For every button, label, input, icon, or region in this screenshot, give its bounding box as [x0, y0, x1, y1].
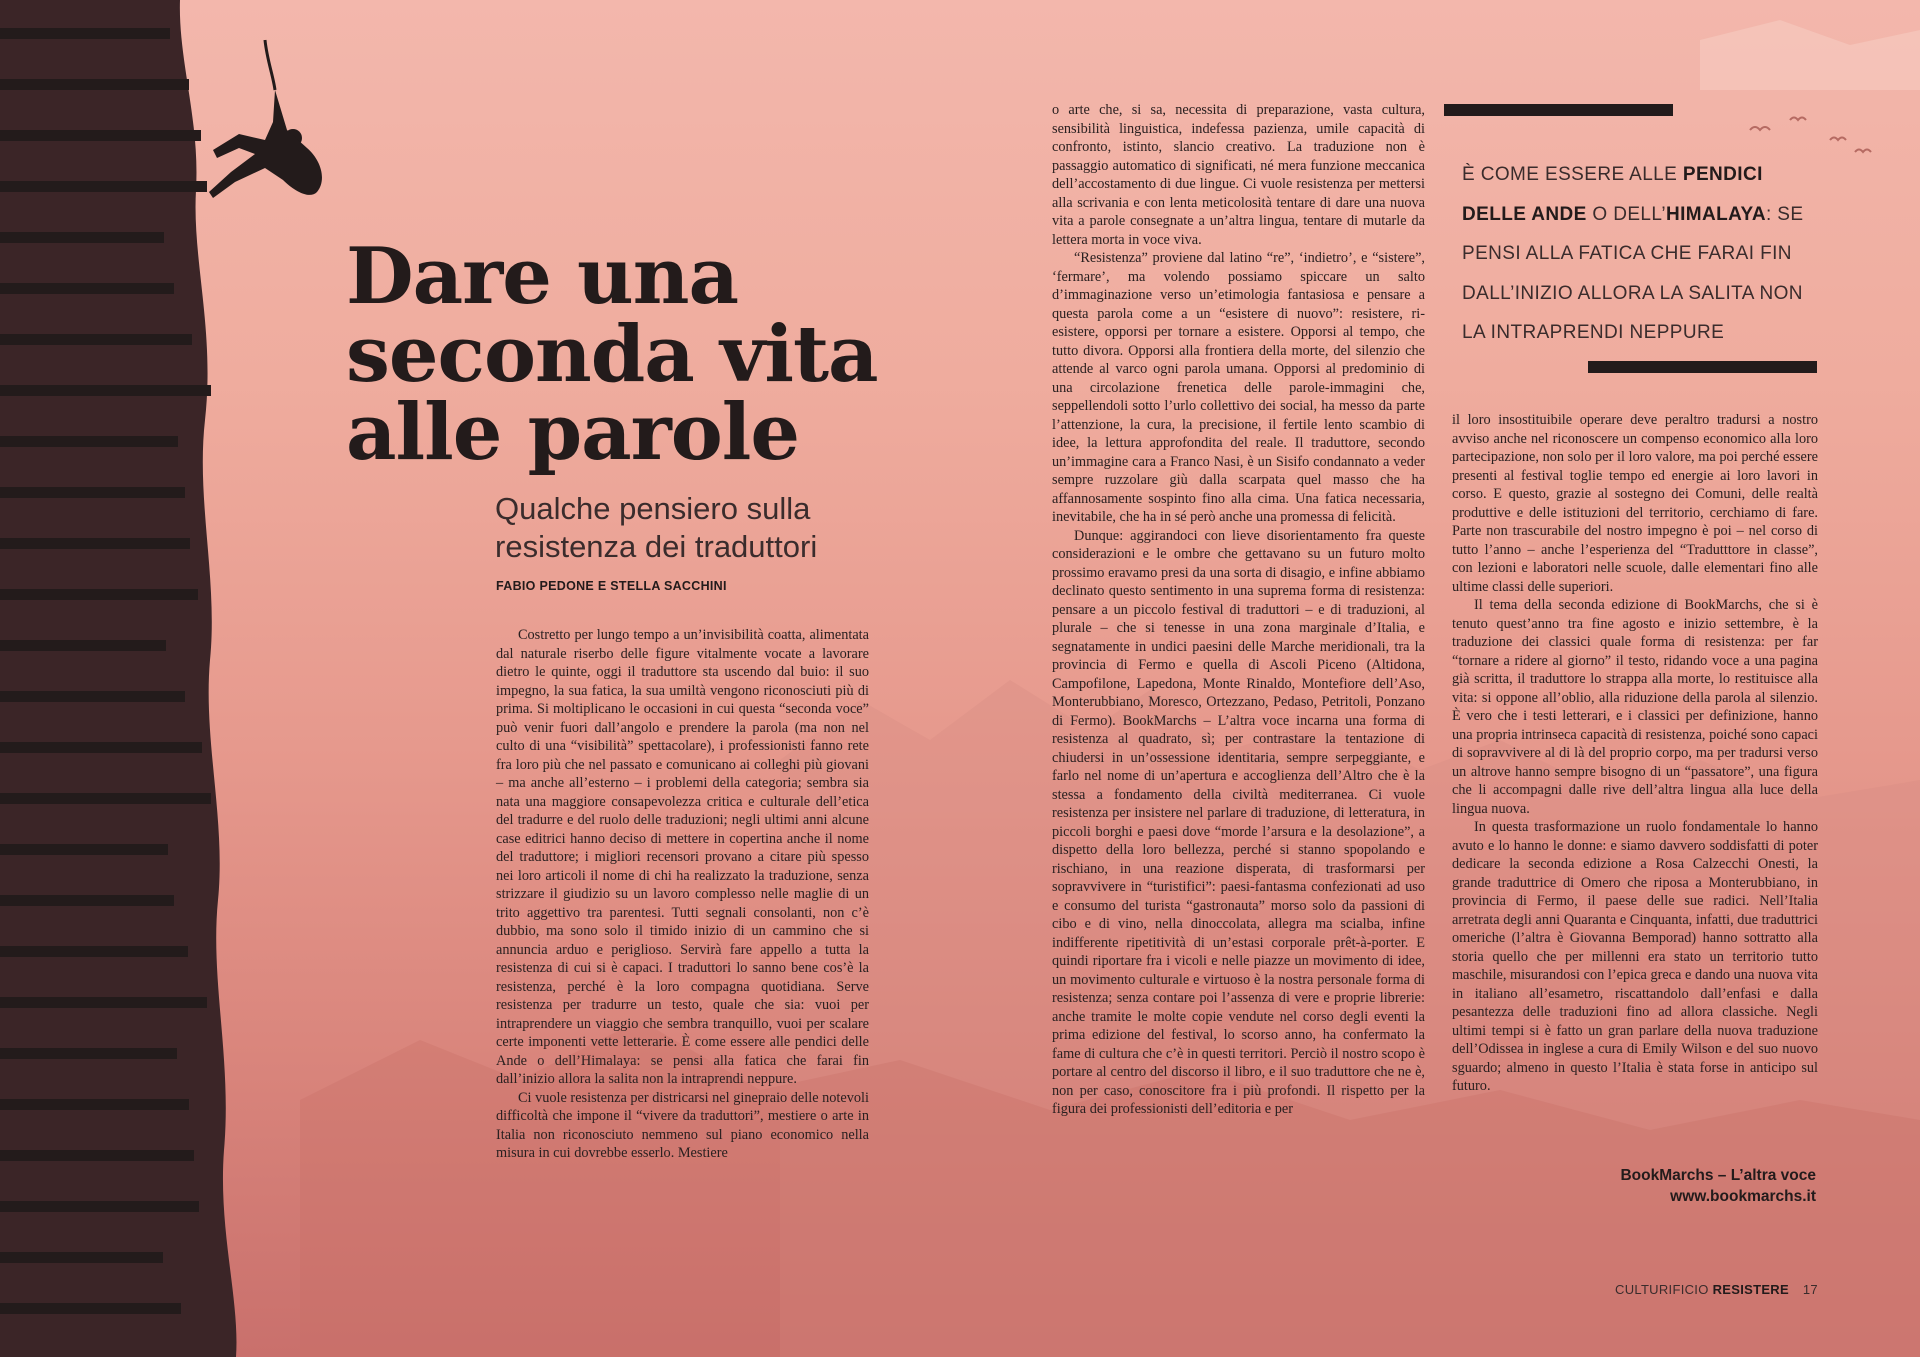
shelf-slab: [0, 385, 211, 396]
shelf-slab: [0, 1099, 189, 1110]
shelf-slab: [0, 997, 207, 1008]
title-line: Dare una: [346, 231, 739, 322]
shelf-slab: [0, 487, 185, 498]
shelf-slab: [0, 844, 168, 855]
shelf-slab: [0, 181, 207, 192]
body-paragraph: In questa trasformazione un ruolo fondamentale lo hanno avuto e lo hanno le donne: e siamo davvero soddisfatti di poter dedicare la seconda edizione a Rosa Calzecchi Onesti, la grande traduttrice di Omero che riposa a Monterubbiano, in provincia di Fermo, il paese delle sue radici. Nell’Italia arretrata degli anni Quaranta e Cinquanta, infatti, due traduttrici omeriche (l’altra è Giovanna Bemporad) hanno sottratto alla storia quello che per millenni era stato un territorio tutto maschile, misurandosi con l’epica greca e dando una nuova vita in italiano all’esametro, riscattandolo dall’enfasi e dalla pesantezza delle traduzioni fino ad allora classiche. Negli ultimi tempi si è fatto un gran parlare della nuova traduzione dell’Odissea in inglese a cura di Emily Wilson e del suo nuovo sguardo; almeno in questo l’Italia è stata forse in anticipo sul futuro.: [1452, 819, 1818, 1094]
shelf-slab: [0, 334, 192, 345]
title-line: seconda vita: [346, 309, 878, 400]
birds-icon: [1740, 110, 1880, 170]
shelf-slab: [0, 1150, 194, 1161]
body-column-1: [496, 626, 869, 1163]
shelf-slab: [0, 589, 198, 600]
body-paragraph: Il tema della seconda edizione di BookMarchs, che si è tenuto quest’anno tra fine agosto e inizio settembre, è la traduzione dei classici quale forma di resistenza: per far “tornare a ridere al giorno” il testo, ridando voce a una pagina già scritta, il traduttore lo strappa alla morte, lo restituisce alla vita: si oppone all’oblio, alla riduzione della parola al silenzio. È vero che i testi letterari, e i classici per definizione, hanno una propria intrinseca capacità di resistenza, poiché sono capaci di sopravvivere al di là del proprio corpo, ma per tradursi verso un altrove hanno sempre bisogno di un “passatore”, una figura che li accompagni dalle rive dell’altra lingua alla luce della lingua nuova.: [1452, 597, 1818, 817]
body-paragraph: Costretto per lungo tempo a un’invisibilità coatta, alimentata dal naturale riserbo delle figure vitalmente vocate a lavorare dietro le quinte, oggi il traduttore sta uscendo dal buio: il suo impegno, la sua fatica, la sua umiltà vengono riconosciuti più di prima. Si moltiplicano le occasioni in cui questa “seconda voce” può venir fuori dall’angolo e prendere la parola (ma non nel culto di una “visibilità” spettacolare), i professionisti fanno rete fra loro più che nel passato e comunicano ai colleghi più giovani – ma anche all’esterno – i problemi della categoria; sembra sia nata una maggiore consapevolezza critica e culturale dell’etica del tradurre e del ruolo delle traduzioni; negli ultimi anni alcune case editrici hanno deciso di mettere in copertina anche il nome del traduttore; i migliori recensori provano a citare più spesso nei loro articoli il nome di chi ha realizzato la traduzione, senza strizzare il giudizio su un lavoro complesso nelle maglie di un trito aggettivo tra parentesi. Tutti segnali consolanti, non c’è dubbio, ma sono solo il timido inizio di un cammino che si annuncia arduo e periglioso. Servirà fare appello a tutta la resistenza di cui si è capaci. I traduttori lo sanno bene cos’è la resistenza, perché è la loro compagna quotidiana. Serve resistenza per tradurre un testo, quale che sia: vuoi per intraprendere un viaggio che sembra tranquillo, vuoi per scalare certe imponenti vette letterarie. È come essere alle pendici delle Ande o dell’Himalaya: se pensi alla fatica che farai fin dall’inizio allora la salita non la intraprendi neppure.: [496, 627, 869, 1087]
pull-quote-text: È COME ESSERE ALLE: [1462, 164, 1683, 185]
climber-icon: [195, 30, 355, 210]
page-number: 17: [1802, 1282, 1818, 1297]
shelf-slab: [0, 946, 188, 957]
subtitle-line: Qualche pensiero sulla: [495, 491, 811, 526]
pull-quote-text: O DELL’: [1586, 203, 1666, 225]
body-paragraph: il loro insostituibile operare deve peraltro tradursi a nostro avviso anche nel riconoscere un compenso economico alla loro partecipazione, non solo per il loro valore, ma poi perché essere presenti al festival toglie tempo ed energie ai loro lavori in corso. E questo, grazie al sostegno dei Comuni, delle realtà produttive e delle istituzioni del territorio, cerchiamo di fare. Parte non trascurabile del nostro impegno è poi – nel corso di tutto l’anno – anche l’esperienza del “Tradutttore in classe”, con lezioni e laboratori nelle scuole, dalle elementari fino alle ultime classi delle superiori.: [1452, 412, 1818, 595]
page-footer: [1615, 1282, 1818, 1297]
body-paragraph: “Resistenza” proviene dal latino “re”, ‘indietro’, e “sistere”, ‘fermare’, ma volendo possiamo spiccare un salto d’immaginazione verso un’etimologia fantasiosa e pensare a questa parola come a un “esistere di nuovo”: resistere, ri-esistere, opporsi per tornare a esistere. Opporsi al tempo, che tutto divora. Opporsi alla frontiera della morte, del silenzio che attende al varco ogni parola umana. Opporsi al predominio di una circolazione frenetica delle parole-immagini che, seppellendoli sotto l’urlo collettivo dei social, ha messo da parte l’attenzione, la cura, la precisione, il fertile lento scambio di idee, la lettura approfondita del reale. Il traduttore, secondo un’immagine cara a Franco Nasi, è un Sisifo condannato a veder sempre ruzzolare giù dalla scarpata quel masso che ha affannosamente sospinto fino alla cima. Una fatica necessaria, inevitabile, che ha in sé però anche una promessa di felicità.: [1052, 250, 1425, 525]
shelf-slab: [0, 538, 190, 549]
body-paragraph: o arte che, si sa, necessita di preparazione, vasta cultura, sensibilità linguistica, indefessa pazienza, umile capacità di confronto, istinto, slancio creativo. La traduzione non è passaggio automatico di significati, né mera funzione meccanica dell’accostamento di due lingue. Ci vuole resistenza per mettersi alla scrivania e con lenta meticolosità tentare di dare una nuova vita a parole consegnate a un’altra lingua, tentare di mutarle da lettera morta in voce viva.: [1052, 102, 1425, 248]
pull-quote-emphasis: PENDICI DELLE ANDE: [1462, 164, 1763, 225]
magazine-name: CULTURIFICIO: [1615, 1282, 1709, 1297]
article-title: [346, 231, 906, 478]
pull-quote-rule-bottom: [1588, 361, 1817, 373]
shelf-slab: [0, 1252, 163, 1263]
subtitle-line: resistenza dei traduttori: [495, 529, 818, 564]
body-paragraph: Dunque: aggirandoci con lieve disorientamento fra queste considerazioni e le ombre che gettavano su un futuro molto prossimo eravamo presi da una sorta di disagio, e infine abbiamo declinato questo sentimento in una suprema forma di resistenza: pensare a un piccolo festival di traduttori – e di traduzioni, al plurale – che si tenesse in una zona marginale d’Italia, e segnatamente in undici paesini delle Marche meridionali, tra la provincia di Fermo e quella di Ascoli Piceno (Altidona, Campofilone, Lapedona, Monte Rinaldo, Montefiore dell’Aso, Monterubbiano, Moresco, Ortezzano, Pedaso, Petritoli, Ponzano di Fermo). BookMarchs – L’altra voce incarna una forma di resistenza al quadrato, sì; per contrastare la tentazione di chiudersi in un’ossessione identitaria, sempre serpeggiante, e farlo nel nome di un’apertura e accoglienza dell’Altro che è la stessa a fondamento della civiltà mediterranea. Ci vuole resistenza per insistere nel parlare di traduzione, di letteratura, in piccoli borghi e paesi dove “morde l’arsura e la desolazione”, a dispetto della loro bellezza, perché si stanno spopolando e rischiano, in una reazione disperata, di trasformarsi per sopravvivere in “turistifici”: paesi-fantasma confezionati ad uso e consumo del turista “gastronauta” morso solo da passioni di cibo e di vino, nella dinoccolata, allegra ma scialba, infine indifferente ripetitività di un’estasi corporale prêt-à-porter. E quindi riportare fra i vicoli e nelle piazze un movimento di idee, un movimento culturale e virtuoso è la nostra personale forma di resistenza; senza contare poi l’assenza di vere e proprie librerie: anche tramite le molte copie vendute nel corso degli eventi la prima edizione del festival, lo scorso anno, ha confermato la fame di cultura che c’è in questi territori. Perciò il nostro scopo è portare al centro del discorso il libro, e il suo traduttore che ne è, non per caso, conoscitore fra i più profondi. Il rispetto per la figura dei professionisti dell’editoria e per: [1052, 527, 1425, 1117]
shelf-slab: [0, 640, 166, 651]
shelf-slab: [0, 793, 211, 804]
article-authors: FABIO PEDONE E STELLA SACCHINI: [496, 579, 727, 593]
shelf-slab: [0, 232, 164, 243]
pull-quote-rule-top: [1444, 104, 1673, 116]
festival-credit: [1620, 1165, 1816, 1207]
body-column-3: [1452, 411, 1818, 1096]
shelf-slab: [0, 130, 201, 141]
section-name: RESISTERE: [1712, 1282, 1789, 1297]
pull-quote: [1462, 155, 1822, 353]
shelf-slab: [0, 436, 178, 447]
shelf-slab: [0, 1201, 199, 1212]
shelf-slab: [0, 79, 189, 90]
pull-quote-emphasis: HIMALAYA: [1665, 203, 1766, 225]
title-line: alle parole: [346, 387, 800, 478]
article-subtitle: [495, 490, 895, 566]
body-paragraph: Ci vuole resistenza per districarsi nel ginepraio delle notevoli difficoltà che impone il “vivere da traduttori”, mestiere o arte in Italia non riconosciuto nemmeno sul piano economico nella misura in cui dovrebbe esserlo. Mestiere: [496, 1089, 869, 1161]
shelf-slab: [0, 691, 185, 702]
shelf-slab: [0, 895, 174, 906]
body-column-2: [1052, 101, 1425, 1119]
shelf-slab: [0, 1303, 181, 1314]
shelf-slab: [0, 742, 202, 753]
shelf-slab: [0, 283, 174, 294]
shelf-slab: [0, 28, 170, 39]
credit-name: BookMarchs – L’altra voce: [1620, 1167, 1816, 1184]
credit-url: www.bookmarchs.it: [1670, 1188, 1816, 1205]
shelf-slab: [0, 1048, 177, 1059]
pull-quote-text: : SE PENSI ALLA FATICA CHE FARAI FIN DALL’INIZIO ALLORA LA SALITA NON LA INTRAPRENDI NEPPURE: [1462, 203, 1804, 343]
